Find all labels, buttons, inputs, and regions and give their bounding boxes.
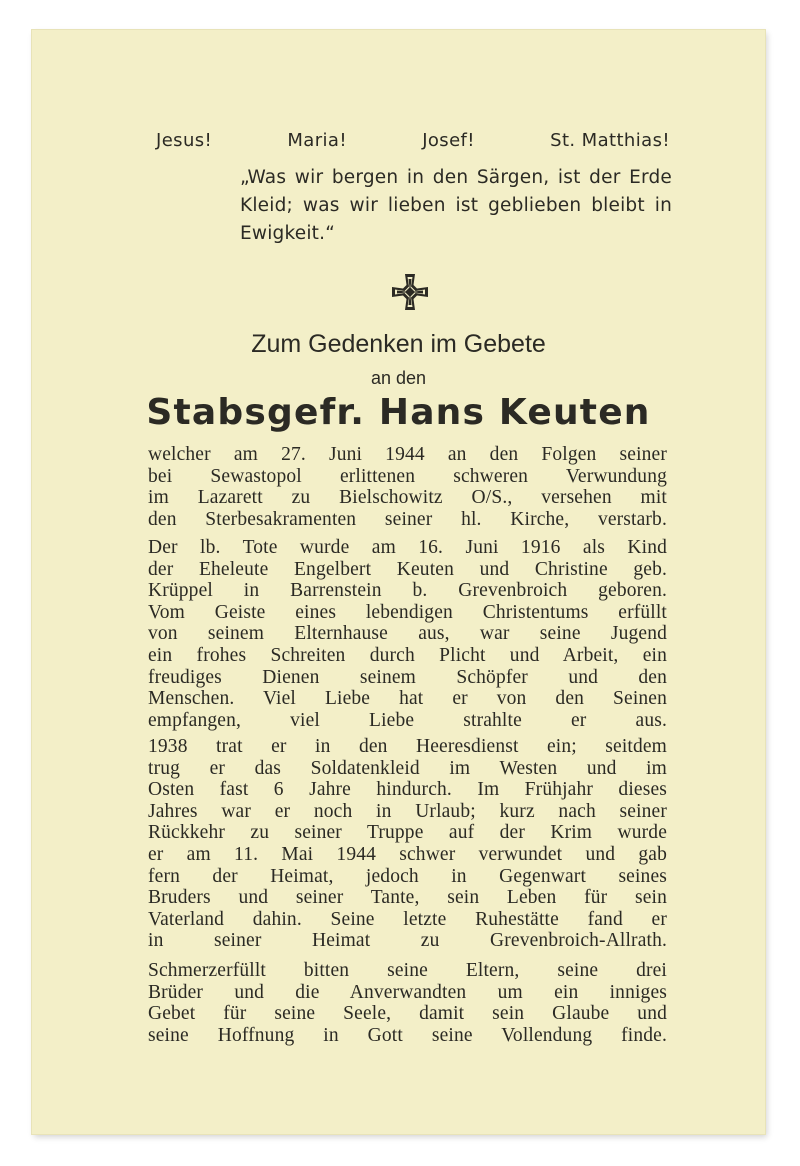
text-line: der Eheleute Engelbert Keuten und Christine geb. — [148, 558, 667, 580]
text-line: 1938 trat er in den Heeresdienst ein; seitdem — [148, 736, 667, 757]
text-line: Menschen. Viel Liebe hat er von den Seinen — [148, 688, 667, 710]
text-line: Schmerzerfüllt bitten seine Eltern, seine drei — [148, 960, 667, 981]
invocation-line — [156, 130, 670, 151]
text-line: Vaterland dahin. Seine letzte Ruhestätte fand er — [148, 908, 667, 930]
text-line: welcher am 27. Juni 1944 an den Folgen seiner — [148, 444, 667, 465]
deceased-name: Stabsgefr. Hans Keuten — [146, 392, 651, 433]
text-line: Der lb. Tote wurde am 16. Juni 1916 als Kind — [148, 537, 667, 558]
text-line: bei Sewastopol erlittenen schweren Verwundung — [148, 465, 667, 487]
text-line: Rückkehr zu seiner Truppe auf der Krim wurde — [148, 822, 667, 844]
text-line: er am 11. Mai 1944 schwer verwundet und gab — [148, 843, 667, 865]
text-line: Krüppel in Barrenstein b. Grevenbroich geboren. — [148, 580, 667, 602]
text-line: Gebet für seine Seele, damit sein Glaube und — [148, 1003, 667, 1025]
text-line: Bruders und seiner Tante, sein Leben für sein — [148, 887, 667, 909]
text-line: von seinem Elternhause aus, war seine Jugend — [148, 623, 667, 645]
invocation-josef: Josef! — [422, 130, 475, 151]
invocation-matthias: St. Matthias! — [550, 130, 670, 151]
paragraph-life — [148, 537, 667, 731]
text-line: fern der Heimat, jedoch in Gegenwart seines — [148, 865, 667, 887]
text-line: den Sterbesakramenten seiner hl. Kirche, verstarb. — [148, 508, 667, 530]
text-line: Brüder und die Anverwandten um ein inniges — [148, 981, 667, 1003]
invocation-jesus: Jesus! — [156, 130, 213, 151]
memorial-card — [32, 30, 765, 1134]
text-line: seine Hoffnung in Gott seine Vollendung finde. — [148, 1024, 667, 1046]
text-line: Jahres war er noch in Urlaub; kurz nach seiner — [148, 800, 667, 822]
text-line: Osten fast 6 Jahre hindurch. Im Frühjahr dieses — [148, 779, 667, 801]
paragraph-prayer-request — [148, 960, 667, 1046]
invocation-maria: Maria! — [287, 130, 347, 151]
paragraph-service — [148, 736, 667, 952]
iron-cross-icon — [388, 270, 432, 314]
text-line: ein frohes Schreiten durch Plicht und Arbeit, ein — [148, 644, 667, 666]
memorial-heading: Zum Gedenken im Gebete — [251, 330, 546, 358]
text-line: empfangen, viel Liebe strahlte er aus. — [148, 709, 667, 731]
text-line: freudiges Dienen seinem Schöpfer und den — [148, 666, 667, 688]
paragraph-death — [148, 444, 667, 530]
text-line: Vom Geiste eines lebendigen Christentums erfüllt — [148, 601, 667, 623]
text-line: in seiner Heimat zu Grevenbroich-Allrath. — [148, 930, 667, 952]
memorial-subheading: an den — [370, 368, 427, 388]
scripture-quote: „Was wir bergen in den Särgen, ist der Erde Kleid; was wir lieben ist geblieben bleibt in Ewigkeit.“ — [240, 167, 672, 244]
text-line: trug er das Soldatenkleid im Westen und im — [148, 757, 667, 779]
text-line: im Lazarett zu Bielschowitz O/S., versehen mit — [148, 487, 667, 509]
